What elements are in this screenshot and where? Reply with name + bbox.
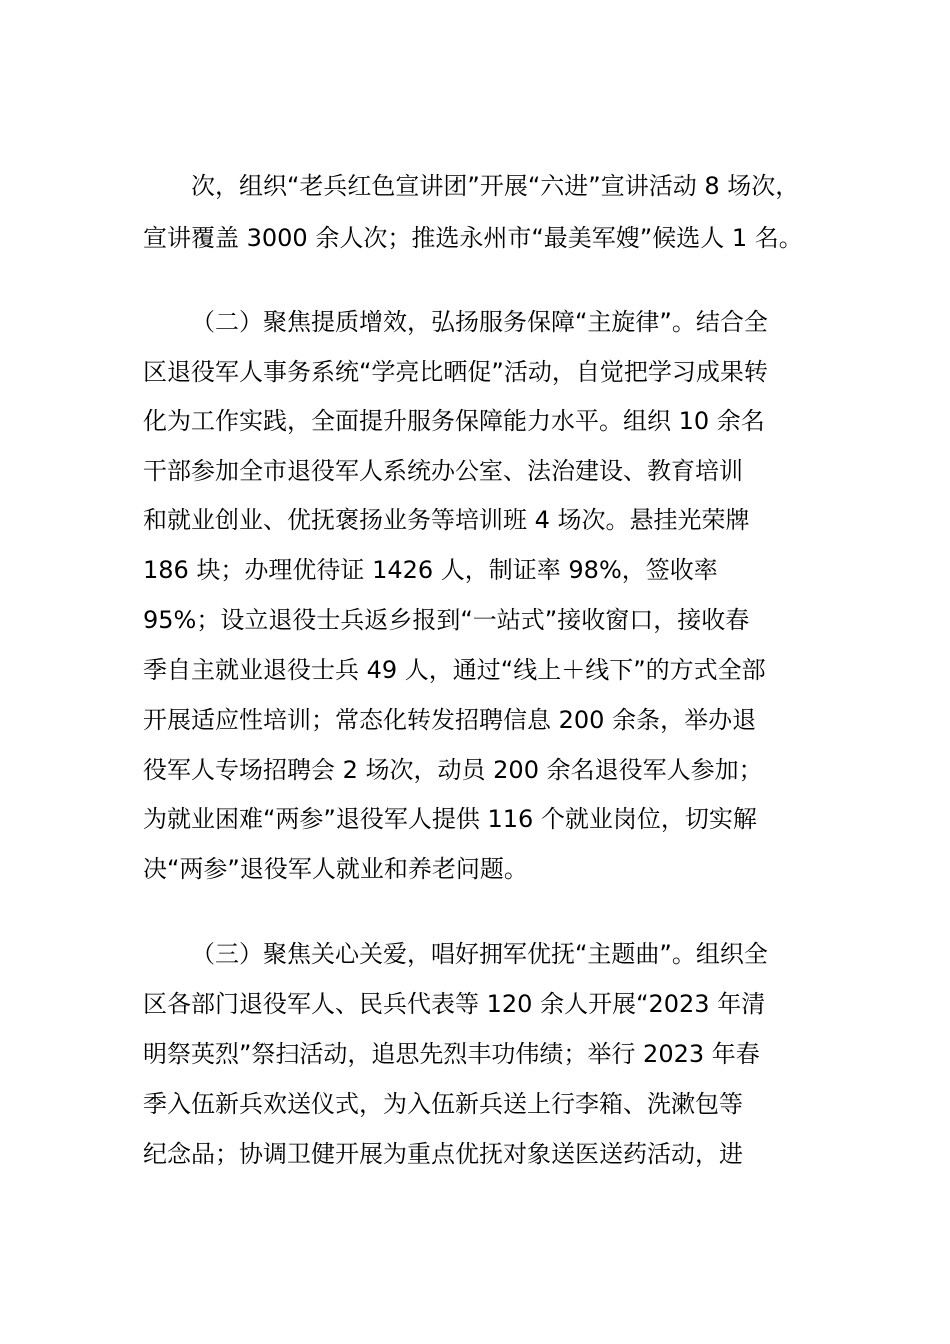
text-line: 役军人专场招聘会 2 场次，动员 200 余名退役军人参加； — [143, 756, 763, 784]
text-line: （二）聚焦提质增效，弘扬服务保障“主旋律”。结合全 — [191, 308, 768, 336]
text-line: 186 块；办理优待证 1426 人，制证率 98%，签收率 — [143, 556, 718, 584]
text-line: 干部参加全市退役军人系统办公室、法治建设、教育培训 — [143, 457, 743, 485]
text-line: 宣讲覆盖 3000 余人次；推选永州市“最美军嫂”候选人 1 名。 — [143, 224, 803, 252]
text-line: 明祭英烈”祭扫活动，追思先烈丰功伟绩；举行 2023 年春 — [143, 1040, 760, 1068]
text-line: 区退役军人事务系统“学亮比晒促”活动，自觉把学习成果转 — [143, 358, 768, 386]
text-line: 和就业创业、优抚褒扬业务等培训班 4 场次。悬挂光荣牌 — [143, 506, 750, 534]
text-line: 纪念品；协调卫健开展为重点优抚对象送医送药活动，进 — [143, 1140, 743, 1168]
text-line: 区各部门退役军人、民兵代表等 120 余人开展“2023 年清 — [143, 990, 766, 1018]
text-line: 季自主就业退役士兵 49 人，通过“线上＋线下”的方式全部 — [143, 656, 766, 684]
text-line: 次，组织“老兵红色宣讲团”开展“六进”宣讲活动 8 场次， — [191, 172, 800, 200]
text-line: 开展适应性培训；常态化转发招聘信息 200 余条，举办退 — [143, 706, 757, 734]
text-line: 化为工作实践，全面提升服务保障能力水平。组织 10 余名 — [143, 407, 765, 435]
text-line: 决“两参”退役军人就业和养老问题。 — [143, 855, 528, 883]
text-line: 为就业困难“两参”退役军人提供 116 个就业岗位，切实解 — [143, 805, 757, 833]
text-line: 95%；设立退役士兵返乡报到“一站式”接收窗口，接收春 — [143, 606, 750, 634]
text-line: 季入伍新兵欢送仪式，为入伍新兵送上行李箱、洗漱包等 — [143, 1090, 743, 1118]
text-line: （三）聚焦关心关爱，唱好拥军优抚“主题曲”。组织全 — [191, 940, 768, 968]
